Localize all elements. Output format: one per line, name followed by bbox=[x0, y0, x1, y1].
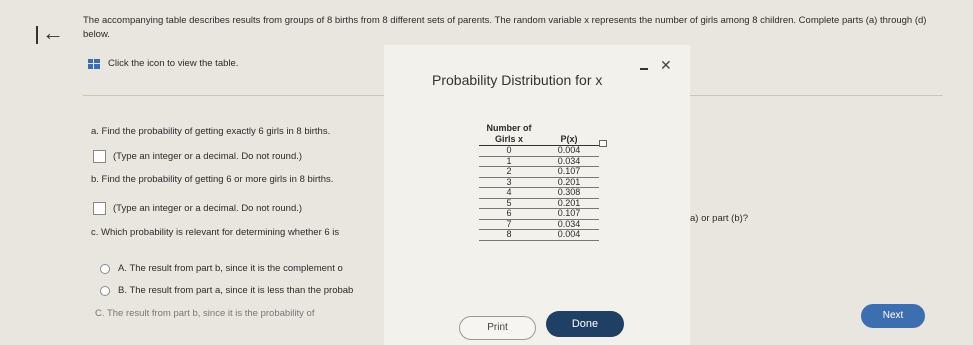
cell-x: 3 bbox=[479, 177, 539, 188]
answer-a-input[interactable] bbox=[93, 150, 106, 163]
cell-p: 0.004 bbox=[539, 146, 599, 157]
answer-a-row bbox=[93, 150, 302, 163]
cell-p: 0.034 bbox=[539, 219, 599, 230]
answer-a-hint: (Type an integer or a decimal. Do not round.) bbox=[113, 151, 303, 162]
minimize-icon[interactable] bbox=[640, 68, 648, 70]
cell-x: 0 bbox=[479, 146, 539, 157]
table-header-row bbox=[479, 123, 599, 146]
col-x-header-line2: Girls x bbox=[494, 134, 523, 144]
col-x-header bbox=[479, 123, 539, 146]
answer-b-hint: (Type an integer or a decimal. Do not round.) bbox=[113, 203, 303, 214]
table-row bbox=[479, 230, 599, 241]
radio-option-a[interactable] bbox=[100, 264, 110, 274]
next-button[interactable]: Next bbox=[861, 304, 925, 328]
option-c-cut: C. The result from part b, since it is the probability of bbox=[95, 308, 315, 319]
popup-title: Probability Distribution for x bbox=[432, 72, 603, 88]
col-x-header-line1: Number of bbox=[486, 123, 532, 133]
probability-popup bbox=[384, 45, 690, 345]
print-button[interactable]: Print bbox=[459, 316, 536, 340]
table-row bbox=[479, 209, 599, 220]
cell-x: 1 bbox=[479, 156, 539, 167]
option-a[interactable] bbox=[100, 263, 343, 274]
question-c-fragment: a) or part (b)? bbox=[690, 213, 749, 224]
back-bar-icon bbox=[36, 26, 38, 44]
cell-p: 0.308 bbox=[539, 188, 599, 199]
table-row bbox=[479, 146, 599, 157]
table-row bbox=[479, 219, 599, 230]
back-arrow-button[interactable] bbox=[34, 20, 66, 48]
cell-p: 0.034 bbox=[539, 156, 599, 167]
table-row bbox=[479, 156, 599, 167]
copy-icon[interactable] bbox=[599, 140, 607, 147]
cell-p: 0.004 bbox=[539, 230, 599, 241]
question-b: b. Find the probability of getting 6 or more girls in 8 births. bbox=[91, 174, 334, 185]
table-row bbox=[479, 167, 599, 178]
cell-p: 0.107 bbox=[539, 167, 599, 178]
table-icon[interactable] bbox=[88, 59, 100, 69]
cell-x: 7 bbox=[479, 219, 539, 230]
table-row bbox=[479, 177, 599, 188]
problem-intro: The accompanying table describes results from groups of 8 births from 8 different sets of parents. The random variable x represents the number of girls among 8 children. Complete parts (a) through (d) below. bbox=[83, 15, 927, 40]
cell-p: 0.201 bbox=[539, 198, 599, 209]
probability-table bbox=[479, 123, 599, 241]
view-table-link[interactable] bbox=[88, 58, 238, 69]
question-c: c. Which probability is relevant for determining whether 6 is bbox=[91, 227, 340, 238]
cell-p: 0.107 bbox=[539, 209, 599, 220]
col-p-header: P(x) bbox=[560, 134, 578, 144]
answer-b-row bbox=[93, 202, 302, 215]
cell-x: 2 bbox=[479, 167, 539, 178]
table-row bbox=[479, 198, 599, 209]
answer-b-input[interactable] bbox=[93, 202, 106, 215]
option-b-label: B. The result from part a, since it is less than the probab bbox=[118, 285, 354, 296]
option-b[interactable] bbox=[100, 285, 353, 296]
view-table-label: Click the icon to view the table. bbox=[108, 58, 239, 69]
table-row bbox=[479, 188, 599, 199]
cell-x: 5 bbox=[479, 198, 539, 209]
option-a-label: A. The result from part b, since it is the complement o bbox=[118, 263, 343, 274]
cell-p: 0.201 bbox=[539, 177, 599, 188]
arrow-left-icon: ← bbox=[42, 20, 64, 45]
done-button[interactable]: Done bbox=[546, 311, 624, 337]
question-a: a. Find the probability of getting exactly 6 girls in 8 births. bbox=[91, 126, 331, 137]
cell-x: 6 bbox=[479, 209, 539, 220]
close-icon[interactable]: ✕ bbox=[660, 57, 672, 73]
cell-x: 4 bbox=[479, 188, 539, 199]
cell-x: 8 bbox=[479, 230, 539, 241]
radio-option-b[interactable] bbox=[100, 286, 110, 296]
